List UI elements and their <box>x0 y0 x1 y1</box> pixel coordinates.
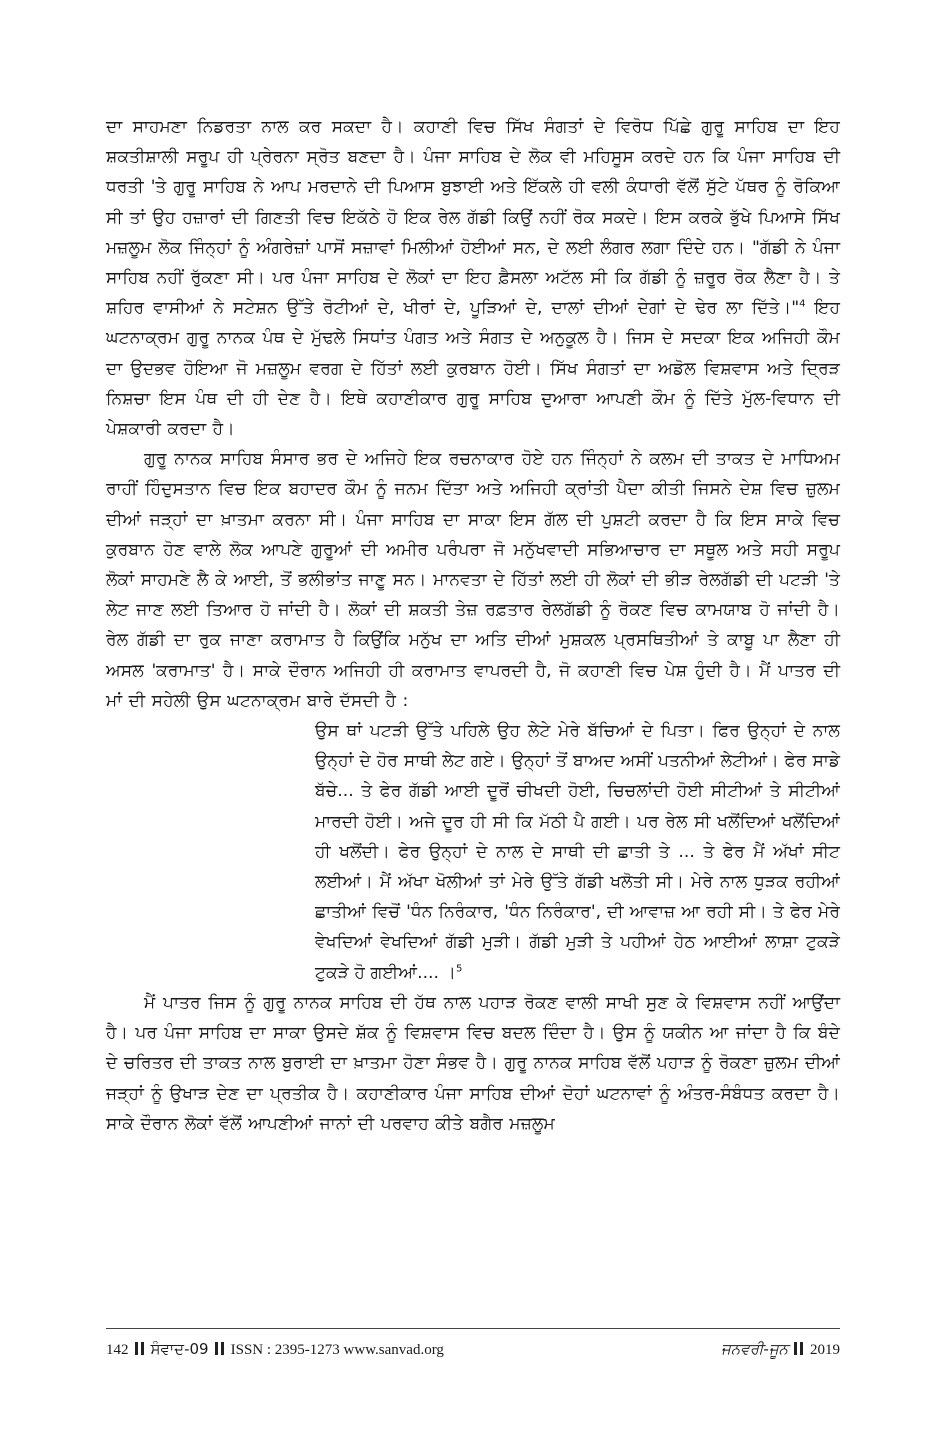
footer-right <box>721 1338 840 1361</box>
separator-bars-icon <box>215 1342 225 1355</box>
footer-rule <box>106 1328 840 1329</box>
block-quote <box>315 716 840 988</box>
page-number: 142 <box>106 1342 129 1358</box>
journal-name: ਸੰਵਾਦ-09 <box>150 1340 209 1358</box>
paragraph-3: ਮੈਂ ਪਾਤਰ ਜਿਸ ਨੂੰ ਗੁਰੂ ਨਾਨਕ ਸਾਹਿਬ ਦੀ ਹੱਥ ਨਾਲ ਪਹਾੜ ਰੋਕਣ ਵਾਲੀ ਸਾਖੀ ਸੁਣ ਕੇ ਵਿਸ਼ਵਾਸ ਨਹੀਂ ਆਉਂਦਾ ਹੈ। ਪਰ ਪੰਜਾ ਸਾਹਿਬ ਦਾ ਸਾਕਾ ਉਸਦੇ ਸ਼ੱਕ ਨੂੰ ਵਿਸ਼ਵਾਸ ਵਿਚ ਬਦਲ ਦਿੰਦਾ ਹੈ। ਉਸ ਨੂੰ ਯਕੀਨ ਆ ਜਾਂਦਾ ਹੈ ਕਿ ਬੰਦੇ ਦੇ ਚਰਿਤਰ ਦੀ ਤਾਕਤ ਨਾਲ ਬੁਰਾਈ ਦਾ ਖ਼ਾਤਮਾ ਹੋਣਾ ਸੰਭਵ ਹੈ। ਗੁਰੂ ਨਾਨਕ ਸਾਹਿਬ ਵੱਲੋਂ ਪਹਾੜ ਨੂੰ ਰੋਕਣਾ ਜ਼ੁਲਮ ਦੀਆਂ ਜੜ੍ਹਾਂ ਨੂੰ ਉਖਾੜ ਦੇਣ ਦਾ ਪ੍ਰਤੀਕ ਹੈ। ਕਹਾਣੀਕਾਰ ਪੰਜਾ ਸਾਹਿਬ ਦੀਆਂ ਦੋਹਾਂ ਘਟਨਾਵਾਂ ਨੂੰ ਅੰਤਰ-ਸੰਬੰਧਤ ਕਰਦਾ ਹੈ। ਸਾਕੇ ਦੌਰਾਨ ਲੋਕਾਂ ਵੱਲੋਂ ਆਪਣੀਆਂ ਜਾਨਾਂ ਦੀ ਪਰਵਾਹ ਕੀਤੇ ਬਗੈਰ ਮਜ਼ਲੂਮ <box>106 992 840 1134</box>
paragraph-1 <box>106 112 840 444</box>
issue-months: ਜਨਵਰੀ-ਜੂਨ <box>721 1340 788 1358</box>
footer-left <box>106 1338 444 1361</box>
paragraph-2: ਗੁਰੂ ਨਾਨਕ ਸਾਹਿਬ ਸੰਸਾਰ ਭਰ ਦੇ ਅਜਿਹੇ ਇਕ ਰਚਨਾਕਾਰ ਹੋਏ ਹਨ ਜਿੰਨ੍ਹਾਂ ਨੇ ਕਲਮ ਦੀ ਤਾਕਤ ਦੇ ਮਾਧਿਅਮ ਰਾਹੀਂ ਹਿੰਦੁਸਤਾਨ ਵਿਚ ਇਕ ਬਹਾਦਰ ਕੌਮ ਨੂੰ ਜਨਮ ਦਿੱਤਾ ਅਤੇ ਅਜਿਹੀ ਕ੍ਰਾਂਤੀ ਪੈਦਾ ਕੀਤੀ ਜਿਸਨੇ ਦੇਸ਼ ਵਿਚ ਜ਼ੁਲਮ ਦੀਆਂ ਜੜ੍ਹਾਂ ਦਾ ਖ਼ਾਤਮਾ ਕਰਨਾ ਸੀ। ਪੰਜਾ ਸਾਹਿਬ ਦਾ ਸਾਕਾ ਇਸ ਗੱਲ ਦੀ ਪੁਸ਼ਟੀ ਕਰਦਾ ਹੈ ਕਿ ਇਸ ਸਾਕੇ ਵਿਚ ਕੁਰਬਾਨ ਹੋਣ ਵਾਲੇ ਲੋਕ ਆਪਣੇ ਗੁਰੂਆਂ ਦੀ ਅਮੀਰ ਪਰੰਪਰਾ ਜੋ ਮਨੁੱਖਵਾਦੀ ਸਭਿਆਚਾਰ ਦਾ ਸਥੂਲ ਅਤੇ ਸਹੀ ਸਰੂਪ ਲੋਕਾਂ ਸਾਹਮਣੇ ਲੈ ਕੇ ਆਈ, ਤੋਂ ਭਲੀਭਾਂਤ ਜਾਣੂ ਸਨ। ਮਾਨਵਤਾ ਦੇ ਹਿੱਤਾਂ ਲਈ ਹੀ ਲੋਕਾਂ ਦੀ ਭੀੜ ਰੇਲਗੱਡੀ ਦੀ ਪਟੜੀ 'ਤੇ ਲੇਟ ਜਾਣ ਲਈ ਤਿਆਰ ਹੋ ਜਾਂਦੀ ਹੈ। ਲੋਕਾਂ ਦੀ ਸ਼ਕਤੀ ਤੇਜ਼ ਰਫ਼ਤਾਰ ਰੇਲਗੱਡੀ ਨੂੰ ਰੋਕਣ ਵਿਚ ਕਾਮਯਾਬ ਹੋ ਜਾਂਦੀ ਹੈ। ਰੇਲ ਗੱਡੀ ਦਾ ਰੁਕ ਜਾਣਾ ਕਰਾਮਾਤ ਹੈ ਕਿਉਂਕਿ ਮਨੁੱਖ ਦਾ ਅਤਿ ਦੀਆਂ ਮੁਸ਼ਕਲ ਪ੍ਰਸਥਿਤੀਆਂ ਤੇ ਕਾਬੂ ਪਾ ਲੈਣਾ ਹੀ ਅਸਲ 'ਕਰਾਮਾਤ' ਹੈ। ਸਾਕੇ ਦੌਰਾਨ ਅਜਿਹੀ ਹੀ ਕਰਾਮਾਤ ਵਾਪਰਦੀ ਹੈ, ਜੋ ਕਹਾਣੀ ਵਿਚ ਪੇਸ਼ ਹੁੰਦੀ ਹੈ। ਮੈਂ ਪਾਤਰ ਦੀ ਮਾਂ ਦੀ ਸਹੇਲੀ ਉਸ ਘਟਨਾਕ੍ਰਮ ਬਾਰੇ ਦੱਸਦੀ ਹੈ : <box>106 449 840 711</box>
issn-website: ISSN : 2395-1273 www.sanvad.org <box>230 1342 444 1358</box>
block-quote-text: ਉਸ ਥਾਂ ਪਟੜੀ ਉੱਤੇ ਪਹਿਲੇ ਉਹ ਲੇਟੇ ਮੇਰੇ ਬੱਚਿਆਂ ਦੇ ਪਿਤਾ। ਫਿਰ ਉਨ੍ਹਾਂ ਦੇ ਨਾਲ ਉਨ੍ਹਾਂ ਦੇ ਹੋਰ ਸਾਥੀ ਲੇਟ ਗਏ। ਉਨ੍ਹਾਂ ਤੋਂ ਬਾਅਦ ਅਸੀਂ ਪਤਨੀਆਂ ਲੇਟੀਆਂ। ਫੇਰ ਸਾਡੇ ਬੱਚੇ... ਤੇ ਫੇਰ ਗੱਡੀ ਆਈ ਦੂਰੋਂ ਚੀਖਦੀ ਹੋਈ, ਚਿਚਲਾਂਦੀ ਹੋਈ ਸੀਟੀਆਂ ਤੇ ਸੀਟੀਆਂ ਮਾਰਦੀ ਹੋਈ। ਅਜੇ ਦੂਰ ਹੀ ਸੀ ਕਿ ਮੱਠੀ ਪੈ ਗਈ। ਪਰ ਰੇਲ ਸੀ ਖਲੋਂਦਿਆਂ ਖਲੋਂਦਿਆਂ ਹੀ ਖਲੋਂਦੀ। ਫੇਰ ਉਨ੍ਹਾਂ ਦੇ ਨਾਲ ਦੇ ਸਾਥੀ ਦੀ ਛਾਤੀ ਤੇ ... ਤੇ ਫੇਰ ਮੈਂ ਅੱਖਾਂ ਸੀਟ ਲਈਆਂ। ਮੈਂ ਅੱਖਾ ਖੋਲੀਆਂ ਤਾਂ ਮੇਰੇ ਉੱਤੇ ਗੱਡੀ ਖਲੋਤੀ ਸੀ। ਮੇਰੇ ਨਾਲ ਧੁੜਕ ਰਹੀਆਂ ਛਾਤੀਆਂ ਵਿਚੋਂ 'ਧੰਨ ਨਿਰੰਕਾਰ, 'ਧੰਨ ਨਿਰੰਕਾਰ', ਦੀ ਆਵਾਜ਼ ਆ ਰਹੀ ਸੀ। ਤੇ ਫੇਰ ਮੇਰੇ ਵੇਖਦਿਆਂ ਵੇਖਦਿਆਂ ਗੱਡੀ ਮੁੜੀ। ਗੱਡੀ ਮੁੜੀ ਤੇ ਪਹੀਆਂ ਹੇਠ ਆਈਆਂ ਲਾਸ਼ਾ ਟੁਕੜੇ ਟੁਕੜੇ ਹੋ ਗਈਆਂ.... । <box>315 721 840 983</box>
page-footer <box>106 1338 840 1362</box>
article-body <box>106 112 840 1139</box>
paragraph-1-text: ਦਾ ਸਾਹਮਣਾ ਨਿਡਰਤਾ ਨਾਲ ਕਰ ਸਕਦਾ ਹੈ। ਕਹਾਣੀ ਵਿਚ ਸਿੱਖ ਸੰਗਤਾਂ ਦੇ ਵਿਰੋਧ ਪਿੱਛੇ ਗੁਰੂ ਸਾਹਿਬ ਦਾ ਇਹ ਸ਼ਕਤੀਸ਼ਾਲੀ ਸਰੂਪ ਹੀ ਪ੍ਰੇਰਨਾ ਸ੍ਰੋਤ ਬਣਦਾ ਹੈ। ਪੰਜਾ ਸਾਹਿਬ ਦੇ ਲੋਕ ਵੀ ਮਹਿਸੂਸ ਕਰਦੇ ਹਨ ਕਿ ਪੰਜਾ ਸਾਹਿਬ ਦੀ ਧਰਤੀ 'ਤੇ ਗੁਰੂ ਸਾਹਿਬ ਨੇ ਆਪ ਮਰਦਾਨੇ ਦੀ ਪਿਆਸ ਬੁਝਾਈ ਅਤੇ ਇੱਕਲੇ ਹੀ ਵਲੀ ਕੰਧਾਰੀ ਵੱਲੋਂ ਸੁੱਟੇ ਪੱਥਰ ਨੂੰ ਰੋਕਿਆ ਸੀ ਤਾਂ ਉਹ ਹਜ਼ਾਰਾਂ ਦੀ ਗਿਣਤੀ ਵਿਚ ਇਕੱਠੇ ਹੋ ਇਕ ਰੇਲ ਗੱਡੀ ਕਿਉਂ ਨਹੀਂ ਰੋਕ ਸਕਦੇ। ਇਸ ਕਰਕੇ ਭੁੱਖੇ ਪਿਆਸੇ ਸਿੱਖ ਮਜ਼ਲੂਮ ਲੋਕ ਜਿੰਨ੍ਹਾਂ ਨੂੰ ਅੰਗਰੇਜ਼ਾਂ ਪਾਸੋਂ ਸਜ਼ਾਵਾਂ ਮਿਲੀਆਂ ਹੋਈਆਂ ਸਨ, ਦੇ ਲਈ ਲੰਗਰ ਲਗਾ ਦਿੰਦੇ ਹਨ। "ਗੱਡੀ ਨੇ ਪੰਜਾ ਸਾਹਿਬ ਨਹੀਂ ਰੁੱਕਣਾ ਸੀ। ਪਰ ਪੰਜਾ ਸਾਹਿਬ ਦੇ ਲੋਕਾਂ ਦਾ ਇਹ ਫ਼ੈਸਲਾ ਅਟੱਲ ਸੀ ਕਿ ਗੱਡੀ ਨੂੰ ਜ਼ਰੂਰ ਰੋਕ ਲੈਣਾ ਹੈ। ਤੇ ਸ਼ਹਿਰ ਵਾਸੀਆਂ ਨੇ ਸਟੇਸ਼ਨ ਉੱਤੇ ਰੋਟੀਆਂ ਦੇ, ਖੀਰਾਂ ਦੇ, ਪੂੜਿਆਂ ਦੇ, ਦਾਲਾਂ ਦੀਆਂ ਦੇਗਾਂ ਦੇ ਢੇਰ ਲਾ ਦਿੱਤੇ।" <box>106 117 840 319</box>
footnote-ref-5: 5 <box>456 962 463 974</box>
footnote-ref-4: 4 <box>799 298 806 310</box>
issue-year: 2019 <box>810 1342 840 1358</box>
separator-bars-icon <box>135 1342 145 1355</box>
paragraph-1-continued: ਇਹ ਘਟਨਾਕ੍ਰਮ ਗੁਰੂ ਨਾਨਕ ਪੰਥ ਦੇ ਮੁੱਢਲੇ ਸਿਧਾਂਤ ਪੰਗਤ ਅਤੇ ਸੰਗਤ ਦੇ ਅਨੁਕੂਲ ਹੈ। ਜਿਸ ਦੇ ਸਦਕਾ ਇਕ ਅਜਿਹੀ ਕੌਮ ਦਾ ਉਦਭਵ ਹੋਇਆ ਜੋ ਮਜ਼ਲੂਮ ਵਰਗ ਦੇ ਹਿੱਤਾਂ ਲਈ ਕੁਰਬਾਨ ਹੋਈ। ਸਿੱਖ ਸੰਗਤਾਂ ਦਾ ਅਡੋਲ ਵਿਸ਼ਵਾਸ ਅਤੇ ਦ੍ਰਿੜ ਨਿਸ਼ਚਾ ਇਸ ਪੰਥ ਦੀ ਹੀ ਦੇਣ ਹੈ। ਇਥੇ ਕਹਾਣੀਕਾਰ ਗੁਰੂ ਸਾਹਿਬ ਦੁਆਰਾ ਆਪਣੀ ਕੌਮ ਨੂੰ ਦਿੱਤੇ ਮੁੱਲ-ਵਿਧਾਨ ਦੀ ਪੇਸ਼ਕਾਰੀ ਕਰਦਾ ਹੈ। <box>106 298 840 440</box>
separator-bars-icon <box>794 1342 804 1355</box>
